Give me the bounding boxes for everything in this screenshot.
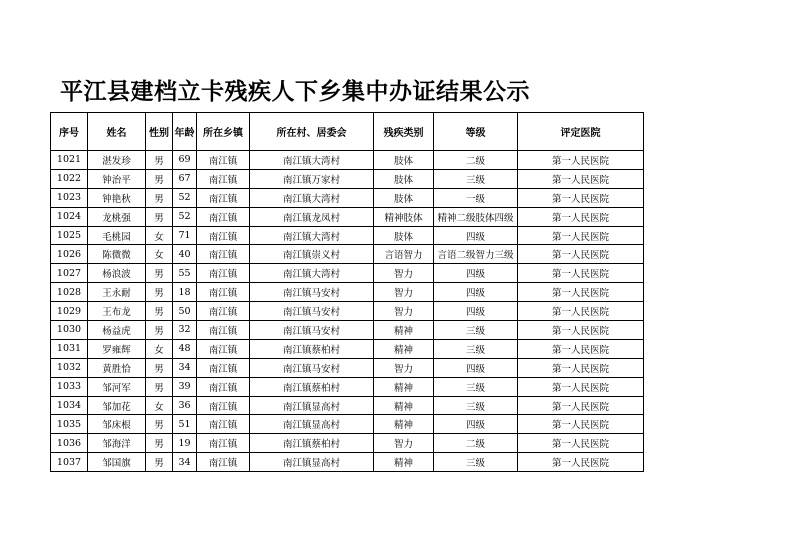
cell-grade: 四级 (434, 415, 518, 434)
cell-disability-type: 肢体 (374, 226, 434, 245)
table-row (51, 283, 644, 302)
cell-hospital: 第一人民医院 (518, 339, 644, 358)
cell-name: 毛桃园 (88, 226, 146, 245)
cell-grade: 一级 (434, 188, 518, 207)
cell-index: 1033 (51, 377, 88, 396)
cell-village: 南江镇大湾村 (250, 264, 374, 283)
cell-grade: 三级 (434, 169, 518, 188)
cell-sex: 男 (146, 434, 173, 453)
cell-name: 罗雍辉 (88, 339, 146, 358)
table-row (51, 188, 644, 207)
cell-sex: 女 (146, 245, 173, 264)
cell-disability-type: 肢体 (374, 169, 434, 188)
cell-sex: 女 (146, 226, 173, 245)
cell-hospital: 第一人民医院 (518, 151, 644, 170)
cell-hospital: 第一人民医院 (518, 321, 644, 340)
cell-grade: 二级 (434, 434, 518, 453)
cell-name: 邹河军 (88, 377, 146, 396)
cell-name: 邹加花 (88, 396, 146, 415)
cell-disability-type: 智力 (374, 434, 434, 453)
cell-age: 34 (173, 453, 197, 472)
cell-disability-type: 智力 (374, 302, 434, 321)
cell-index: 1025 (51, 226, 88, 245)
cell-age: 40 (173, 245, 197, 264)
cell-village: 南江镇大湾村 (250, 188, 374, 207)
cell-village: 南江镇显高村 (250, 415, 374, 434)
cell-disability-type: 精神 (374, 321, 434, 340)
cell-town: 南江镇 (197, 151, 250, 170)
cell-name: 邹海洋 (88, 434, 146, 453)
cell-village: 南江镇蔡柏村 (250, 377, 374, 396)
table-row (51, 358, 644, 377)
cell-village: 南江镇万家村 (250, 169, 374, 188)
cell-village: 南江镇大湾村 (250, 151, 374, 170)
cell-hospital: 第一人民医院 (518, 226, 644, 245)
cell-index: 1037 (51, 453, 88, 472)
table-body (51, 151, 644, 472)
cell-name: 湛发珍 (88, 151, 146, 170)
column-header-hospital: 评定医院 (518, 113, 644, 151)
table-row (51, 207, 644, 226)
column-header-village: 所在村、居委会 (250, 113, 374, 151)
cell-hospital: 第一人民医院 (518, 358, 644, 377)
cell-name: 邹国旗 (88, 453, 146, 472)
table-header-row (51, 113, 644, 151)
cell-disability-type: 精神 (374, 415, 434, 434)
cell-sex: 女 (146, 339, 173, 358)
cell-disability-type: 精神 (374, 453, 434, 472)
cell-disability-type: 精神 (374, 396, 434, 415)
cell-grade: 三级 (434, 377, 518, 396)
cell-name: 钟治平 (88, 169, 146, 188)
table-row (51, 302, 644, 321)
cell-index: 1021 (51, 151, 88, 170)
cell-name: 龙桃强 (88, 207, 146, 226)
cell-age: 71 (173, 226, 197, 245)
cell-grade: 四级 (434, 358, 518, 377)
cell-disability-type: 精神肢体 (374, 207, 434, 226)
cell-name: 邹床根 (88, 415, 146, 434)
cell-sex: 男 (146, 151, 173, 170)
column-header-age: 年龄 (173, 113, 197, 151)
page-title: 平江县建档立卡残疾人下乡集中办证结果公示 (60, 79, 530, 105)
cell-index: 1029 (51, 302, 88, 321)
cell-age: 51 (173, 415, 197, 434)
cell-grade: 二级 (434, 151, 518, 170)
cell-town: 南江镇 (197, 264, 250, 283)
cell-village: 南江镇蔡柏村 (250, 339, 374, 358)
cell-index: 1024 (51, 207, 88, 226)
cell-hospital: 第一人民医院 (518, 434, 644, 453)
cell-index: 1031 (51, 339, 88, 358)
table-row (51, 321, 644, 340)
cell-sex: 男 (146, 169, 173, 188)
cell-disability-type: 肢体 (374, 151, 434, 170)
cell-town: 南江镇 (197, 245, 250, 264)
cell-name: 陈微微 (88, 245, 146, 264)
cell-village: 南江镇崇义村 (250, 245, 374, 264)
column-header-index: 序号 (51, 113, 88, 151)
cell-village: 南江镇马安村 (250, 302, 374, 321)
cell-town: 南江镇 (197, 358, 250, 377)
cell-disability-type: 智力 (374, 264, 434, 283)
cell-sex: 男 (146, 302, 173, 321)
cell-village: 南江镇马安村 (250, 321, 374, 340)
cell-hospital: 第一人民医院 (518, 377, 644, 396)
cell-disability-type: 智力 (374, 283, 434, 302)
table-row (51, 434, 644, 453)
cell-age: 36 (173, 396, 197, 415)
cell-hospital: 第一人民医院 (518, 396, 644, 415)
cell-hospital: 第一人民医院 (518, 415, 644, 434)
cell-town: 南江镇 (197, 377, 250, 396)
cell-index: 1030 (51, 321, 88, 340)
table-row (51, 226, 644, 245)
column-header-town: 所在乡镇 (197, 113, 250, 151)
results-table (50, 112, 644, 472)
table-row (51, 396, 644, 415)
cell-age: 34 (173, 358, 197, 377)
cell-age: 32 (173, 321, 197, 340)
cell-name: 钟艳秋 (88, 188, 146, 207)
cell-index: 1023 (51, 188, 88, 207)
cell-disability-type: 智力 (374, 358, 434, 377)
cell-hospital: 第一人民医院 (518, 453, 644, 472)
cell-disability-type: 精神 (374, 339, 434, 358)
cell-village: 南江镇马安村 (250, 358, 374, 377)
cell-hospital: 第一人民医院 (518, 302, 644, 321)
cell-sex: 男 (146, 358, 173, 377)
cell-index: 1022 (51, 169, 88, 188)
cell-hospital: 第一人民医院 (518, 264, 644, 283)
cell-name: 杨益虎 (88, 321, 146, 340)
cell-town: 南江镇 (197, 169, 250, 188)
cell-index: 1035 (51, 415, 88, 434)
cell-index: 1027 (51, 264, 88, 283)
cell-town: 南江镇 (197, 321, 250, 340)
cell-village: 南江镇马安村 (250, 283, 374, 302)
cell-grade: 精神二级肢体四级 (434, 207, 518, 226)
cell-age: 19 (173, 434, 197, 453)
cell-grade: 三级 (434, 321, 518, 340)
column-header-sex: 性别 (146, 113, 173, 151)
cell-town: 南江镇 (197, 207, 250, 226)
cell-index: 1034 (51, 396, 88, 415)
cell-town: 南江镇 (197, 283, 250, 302)
cell-grade: 三级 (434, 339, 518, 358)
cell-sex: 男 (146, 453, 173, 472)
cell-sex: 男 (146, 264, 173, 283)
cell-village: 南江镇显高村 (250, 453, 374, 472)
cell-town: 南江镇 (197, 396, 250, 415)
table-row (51, 377, 644, 396)
column-header-grade: 等级 (434, 113, 518, 151)
cell-age: 52 (173, 207, 197, 226)
cell-hospital: 第一人民医院 (518, 169, 644, 188)
column-header-name: 姓名 (88, 113, 146, 151)
cell-name: 杨浪波 (88, 264, 146, 283)
cell-index: 1036 (51, 434, 88, 453)
cell-village: 南江镇大湾村 (250, 226, 374, 245)
cell-town: 南江镇 (197, 415, 250, 434)
cell-village: 南江镇显高村 (250, 396, 374, 415)
table-row (51, 264, 644, 283)
cell-sex: 男 (146, 415, 173, 434)
cell-grade: 三级 (434, 453, 518, 472)
cell-name: 王布龙 (88, 302, 146, 321)
cell-grade: 四级 (434, 302, 518, 321)
cell-name: 王永耐 (88, 283, 146, 302)
cell-hospital: 第一人民医院 (518, 207, 644, 226)
cell-sex: 男 (146, 377, 173, 396)
cell-sex: 男 (146, 207, 173, 226)
cell-town: 南江镇 (197, 453, 250, 472)
cell-disability-type: 言语智力 (374, 245, 434, 264)
cell-town: 南江镇 (197, 226, 250, 245)
cell-grade: 四级 (434, 283, 518, 302)
cell-age: 39 (173, 377, 197, 396)
cell-age: 55 (173, 264, 197, 283)
cell-disability-type: 精神 (374, 377, 434, 396)
cell-grade: 言语二级智力三级 (434, 245, 518, 264)
cell-hospital: 第一人民医院 (518, 188, 644, 207)
table-row (51, 245, 644, 264)
table-row (51, 151, 644, 170)
cell-grade: 三级 (434, 396, 518, 415)
cell-sex: 男 (146, 283, 173, 302)
cell-age: 69 (173, 151, 197, 170)
cell-village: 南江镇龙凤村 (250, 207, 374, 226)
cell-name: 黄胜恰 (88, 358, 146, 377)
cell-age: 50 (173, 302, 197, 321)
cell-hospital: 第一人民医院 (518, 245, 644, 264)
cell-town: 南江镇 (197, 434, 250, 453)
column-header-disability-type: 残疾类别 (374, 113, 434, 151)
cell-sex: 女 (146, 396, 173, 415)
cell-disability-type: 肢体 (374, 188, 434, 207)
cell-town: 南江镇 (197, 188, 250, 207)
table-row (51, 339, 644, 358)
cell-age: 48 (173, 339, 197, 358)
cell-hospital: 第一人民医院 (518, 283, 644, 302)
cell-age: 67 (173, 169, 197, 188)
cell-index: 1028 (51, 283, 88, 302)
table-row (51, 169, 644, 188)
cell-age: 52 (173, 188, 197, 207)
cell-age: 18 (173, 283, 197, 302)
cell-sex: 男 (146, 321, 173, 340)
table-row (51, 453, 644, 472)
cell-index: 1026 (51, 245, 88, 264)
table-row (51, 415, 644, 434)
cell-town: 南江镇 (197, 302, 250, 321)
cell-grade: 四级 (434, 226, 518, 245)
cell-sex: 男 (146, 188, 173, 207)
cell-index: 1032 (51, 358, 88, 377)
cell-grade: 四级 (434, 264, 518, 283)
cell-town: 南江镇 (197, 339, 250, 358)
cell-village: 南江镇蔡柏村 (250, 434, 374, 453)
